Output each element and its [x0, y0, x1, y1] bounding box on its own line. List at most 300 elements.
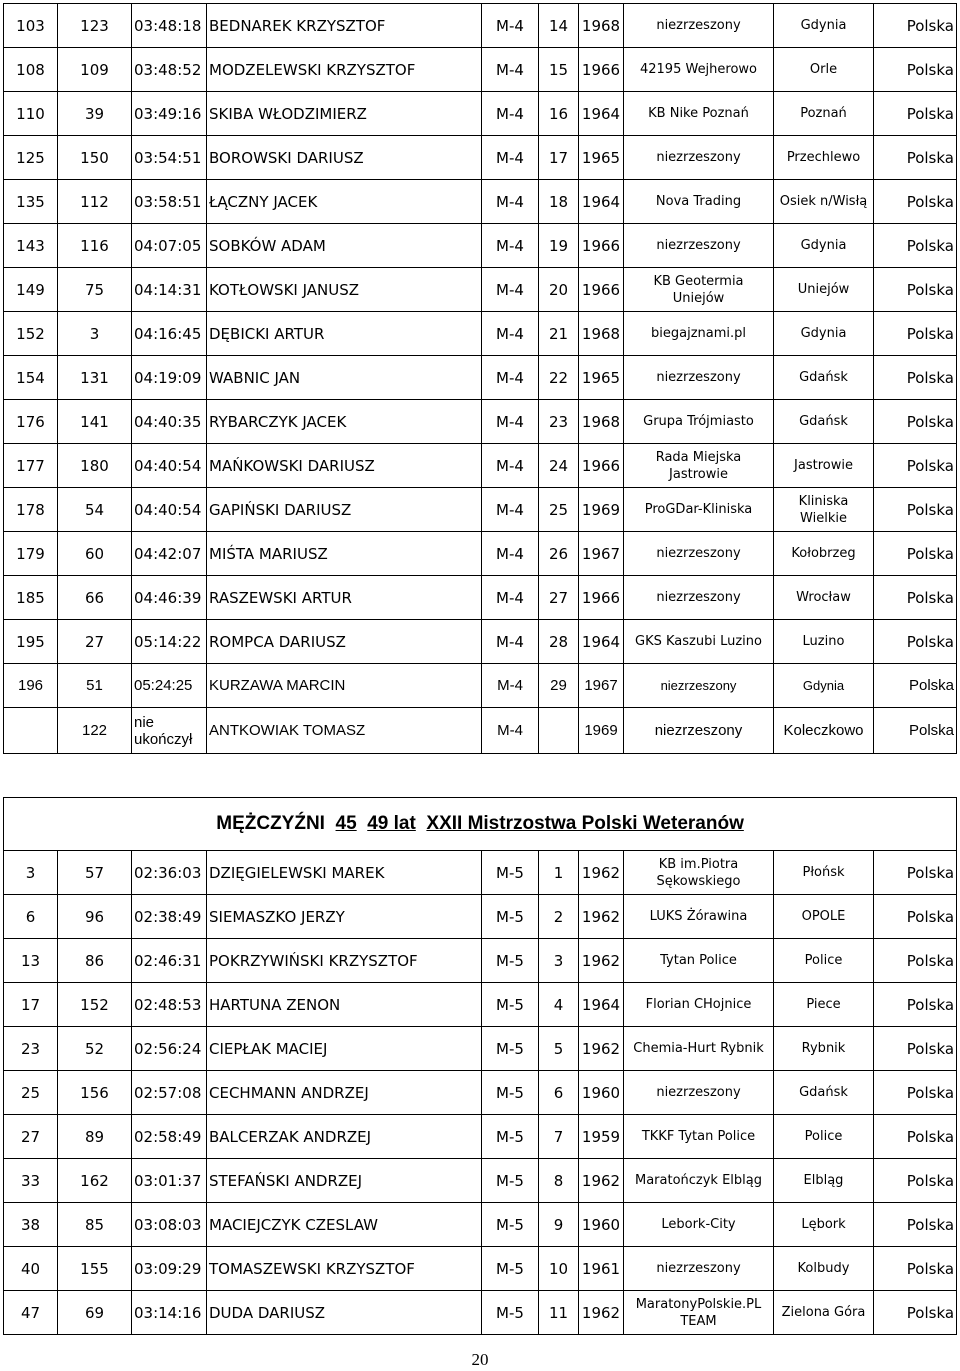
finish-time-cell: 04:42:07: [132, 532, 207, 576]
country-cell: Polska: [874, 1071, 957, 1115]
country-cell: Polska: [874, 444, 957, 488]
club-cell: niezrzeszony: [624, 576, 774, 620]
place-cell: 185: [4, 576, 58, 620]
birth-year-cell: 1964: [579, 620, 624, 664]
finish-time-cell: 04:16:45: [132, 312, 207, 356]
country-cell: Polska: [874, 488, 957, 532]
city-cell: Zielona Góra: [774, 1291, 874, 1335]
club-cell: niezrzeszony: [624, 224, 774, 268]
category-place-cell: 22: [539, 356, 579, 400]
finish-time-cell: 03:49:16: [132, 92, 207, 136]
category-header-championship: XXII Mistrzostwa Polski Weteranów: [426, 813, 744, 834]
birth-year-cell: 1966: [579, 268, 624, 312]
age-category-cell: M-5: [482, 1291, 539, 1335]
club-cell: Chemia-Hurt Rybnik: [624, 1027, 774, 1071]
country-cell: Polska: [874, 180, 957, 224]
table-row: [4, 983, 957, 1027]
runner-name-cell: STEFAŃSKI ANDRZEJ: [207, 1159, 482, 1203]
category-place-cell: 25: [539, 488, 579, 532]
age-category-cell: M-4: [482, 268, 539, 312]
runner-name-cell: WABNIC JAN: [207, 356, 482, 400]
city-cell: Poznań: [774, 92, 874, 136]
birth-year-cell: 1960: [579, 1071, 624, 1115]
club-cell: KB Geotermia Uniejów: [624, 268, 774, 312]
finish-time-cell: 04:46:39: [132, 576, 207, 620]
table-row: [4, 444, 957, 488]
bib-number-cell: 116: [58, 224, 132, 268]
bib-number-cell: 52: [58, 1027, 132, 1071]
category-header-gender: MĘŻCZYŹNI: [216, 813, 325, 834]
birth-year-cell: 1962: [579, 895, 624, 939]
bib-number-cell: 69: [58, 1291, 132, 1335]
finish-time-cell: 02:38:49: [132, 895, 207, 939]
city-cell: Gdynia: [774, 4, 874, 48]
city-cell: Kołobrzeg: [774, 532, 874, 576]
city-cell: Orle: [774, 48, 874, 92]
club-cell: 42195 Wejherowo: [624, 48, 774, 92]
city-cell: Uniejów: [774, 268, 874, 312]
place-cell: 6: [4, 895, 58, 939]
category-place-cell: 19: [539, 224, 579, 268]
category-place-cell: 15: [539, 48, 579, 92]
city-cell: Kolbudy: [774, 1247, 874, 1291]
city-cell: Gdańsk: [774, 356, 874, 400]
birth-year-cell: 1969: [579, 488, 624, 532]
place-cell: 125: [4, 136, 58, 180]
birth-year-cell: 1968: [579, 400, 624, 444]
runner-name-cell: RASZEWSKI ARTUR: [207, 576, 482, 620]
category-header-row: [4, 798, 957, 851]
country-cell: Polska: [874, 895, 957, 939]
age-category-cell: M-4: [482, 620, 539, 664]
city-cell: Gdynia: [774, 224, 874, 268]
country-cell: Polska: [874, 312, 957, 356]
bib-number-cell: 86: [58, 939, 132, 983]
category-place-cell: 8: [539, 1159, 579, 1203]
runner-name-cell: KOTŁOWSKI JANUSZ: [207, 268, 482, 312]
bib-number-cell: 122: [58, 708, 132, 754]
country-cell: Polska: [874, 268, 957, 312]
category-place-cell: 2: [539, 895, 579, 939]
runner-name-cell: TOMASZEWSKI KRZYSZTOF: [207, 1247, 482, 1291]
place-cell: 152: [4, 312, 58, 356]
city-cell: Gdynia: [774, 664, 874, 708]
finish-time-cell: 05:24:25: [132, 664, 207, 708]
birth-year-cell: 1962: [579, 939, 624, 983]
category-place-cell: 3: [539, 939, 579, 983]
place-cell: 195: [4, 620, 58, 664]
table-row: [4, 532, 957, 576]
club-cell: GKS Kaszubi Luzino: [624, 620, 774, 664]
country-cell: Polska: [874, 620, 957, 664]
birth-year-cell: 1964: [579, 92, 624, 136]
birth-year-cell: 1966: [579, 576, 624, 620]
finish-time-cell: 03:08:03: [132, 1203, 207, 1247]
age-category-cell: M-4: [482, 444, 539, 488]
bib-number-cell: 39: [58, 92, 132, 136]
age-category-cell: M-5: [482, 1115, 539, 1159]
birth-year-cell: 1962: [579, 1291, 624, 1335]
place-cell: 33: [4, 1159, 58, 1203]
age-category-cell: M-5: [482, 895, 539, 939]
table-row: [4, 1203, 957, 1247]
club-cell: LUKS Żórawina: [624, 895, 774, 939]
table-row: [4, 224, 957, 268]
club-cell: niezrzeszony: [624, 532, 774, 576]
finish-time-cell: 03:09:29: [132, 1247, 207, 1291]
place-cell: 154: [4, 356, 58, 400]
city-cell: Przechlewo: [774, 136, 874, 180]
page-number: 20: [471, 1350, 489, 1369]
runner-name-cell: SIEMASZKO JERZY: [207, 895, 482, 939]
bib-number-cell: 152: [58, 983, 132, 1027]
table-row: [4, 851, 957, 895]
bib-number-cell: 75: [58, 268, 132, 312]
runner-name-cell: DUDA DARIUSZ: [207, 1291, 482, 1335]
category-place-cell: 7: [539, 1115, 579, 1159]
club-cell: KB im.Piotra Sękowskiego: [624, 851, 774, 895]
club-cell: niezrzeszony: [624, 664, 774, 708]
runner-name-cell: CIEPŁAK MACIEJ: [207, 1027, 482, 1071]
table-row: [4, 356, 957, 400]
city-cell: Kliniska Wielkie: [774, 488, 874, 532]
runner-name-cell: SOBKÓW ADAM: [207, 224, 482, 268]
birth-year-cell: 1965: [579, 136, 624, 180]
birth-year-cell: 1962: [579, 1027, 624, 1071]
birth-year-cell: 1968: [579, 312, 624, 356]
table-row: [4, 1159, 957, 1203]
birth-year-cell: 1965: [579, 356, 624, 400]
age-category-cell: M-4: [482, 356, 539, 400]
runner-name-cell: HARTUNA ZENON: [207, 983, 482, 1027]
runner-name-cell: SKIBA WŁODZIMIERZ: [207, 92, 482, 136]
bib-number-cell: 89: [58, 1115, 132, 1159]
status-cell: nie ukończył: [132, 708, 207, 754]
bib-number-cell: 162: [58, 1159, 132, 1203]
runner-name-cell: ANTKOWIAK TOMASZ: [207, 708, 482, 754]
bib-number-cell: 51: [58, 664, 132, 708]
age-category-cell: M-4: [482, 488, 539, 532]
age-category-cell: M-4: [482, 576, 539, 620]
category-place-cell: 14: [539, 4, 579, 48]
club-cell: niezrzeszony: [624, 4, 774, 48]
city-cell: OPOLE: [774, 895, 874, 939]
place-cell: 176: [4, 400, 58, 444]
age-category-cell: M-4: [482, 312, 539, 356]
results-table-m5-body: [4, 798, 957, 1335]
country-cell: Polska: [874, 1159, 957, 1203]
category-place-cell: 26: [539, 532, 579, 576]
category-place-cell: 29: [539, 664, 579, 708]
category-place-cell: 1: [539, 851, 579, 895]
place-cell: 27: [4, 1115, 58, 1159]
bib-number-cell: 57: [58, 851, 132, 895]
place-cell: 23: [4, 1027, 58, 1071]
finish-time-cell: 03:14:16: [132, 1291, 207, 1335]
category-header-age-to: 49 lat: [367, 813, 416, 834]
place-cell: 103: [4, 4, 58, 48]
table-row: [4, 312, 957, 356]
country-cell: Polska: [874, 1115, 957, 1159]
finish-time-cell: 03:54:51: [132, 136, 207, 180]
age-category-cell: M-4: [482, 532, 539, 576]
finish-time-cell: 02:48:53: [132, 983, 207, 1027]
city-cell: Police: [774, 1115, 874, 1159]
category-place-cell: [539, 708, 579, 754]
birth-year-cell: 1964: [579, 180, 624, 224]
club-cell: Florian CHojnice: [624, 983, 774, 1027]
runner-name-cell: MIŚTA MARIUSZ: [207, 532, 482, 576]
city-cell: Koleczkowo: [774, 708, 874, 754]
bib-number-cell: 123: [58, 4, 132, 48]
club-cell: niezrzeszony: [624, 136, 774, 180]
category-place-cell: 27: [539, 576, 579, 620]
age-category-cell: M-5: [482, 1027, 539, 1071]
table-row: [4, 136, 957, 180]
table-row: [4, 1071, 957, 1115]
city-cell: Osiek n/Wisłą: [774, 180, 874, 224]
country-cell: Polska: [874, 1291, 957, 1335]
age-category-cell: M-4: [482, 400, 539, 444]
birth-year-cell: 1969: [579, 708, 624, 754]
age-category-cell: M-4: [482, 708, 539, 754]
place-cell: 135: [4, 180, 58, 224]
age-category-cell: M-5: [482, 1071, 539, 1115]
table-row: [4, 664, 957, 708]
age-category-cell: M-4: [482, 664, 539, 708]
finish-time-cell: 02:46:31: [132, 939, 207, 983]
country-cell: Polska: [874, 136, 957, 180]
club-cell: ProGDar-Kliniska: [624, 488, 774, 532]
age-category-cell: M-4: [482, 180, 539, 224]
runner-name-cell: POKRZYWIŃSKI KRZYSZTOF: [207, 939, 482, 983]
category-place-cell: 5: [539, 1027, 579, 1071]
city-cell: Jastrowie: [774, 444, 874, 488]
table-row: [4, 1247, 957, 1291]
place-cell: 47: [4, 1291, 58, 1335]
bib-number-cell: 3: [58, 312, 132, 356]
age-category-cell: M-5: [482, 851, 539, 895]
category-header: [4, 798, 957, 851]
finish-time-cell: 03:48:18: [132, 4, 207, 48]
table-row: [4, 576, 957, 620]
runner-name-cell: MAŃKOWSKI DARIUSZ: [207, 444, 482, 488]
birth-year-cell: 1967: [579, 664, 624, 708]
birth-year-cell: 1966: [579, 224, 624, 268]
age-category-cell: M-5: [482, 1203, 539, 1247]
category-place-cell: 24: [539, 444, 579, 488]
club-cell: niezrzeszony: [624, 1247, 774, 1291]
runner-name-cell: KURZAWA MARCIN: [207, 664, 482, 708]
category-place-cell: 18: [539, 180, 579, 224]
age-category-cell: M-4: [482, 48, 539, 92]
finish-time-cell: 04:40:54: [132, 488, 207, 532]
birth-year-cell: 1962: [579, 1159, 624, 1203]
country-cell: Polska: [874, 939, 957, 983]
place-cell: [4, 708, 58, 754]
club-cell: MaratonyPolskie.PL TEAM: [624, 1291, 774, 1335]
place-cell: 13: [4, 939, 58, 983]
age-category-cell: M-5: [482, 1247, 539, 1291]
place-cell: 108: [4, 48, 58, 92]
club-cell: Tytan Police: [624, 939, 774, 983]
table-row: [4, 1291, 957, 1335]
club-cell: niezrzeszony: [624, 708, 774, 754]
place-cell: 179: [4, 532, 58, 576]
age-category-cell: M-4: [482, 224, 539, 268]
birth-year-cell: 1961: [579, 1247, 624, 1291]
runner-name-cell: GAPIŃSKI DARIUSZ: [207, 488, 482, 532]
results-table-m4: [3, 3, 957, 754]
runner-name-cell: MODZELEWSKI KRZYSZTOF: [207, 48, 482, 92]
table-row: [4, 180, 957, 224]
club-cell: TKKF Tytan Police: [624, 1115, 774, 1159]
category-header-age-from: 45: [335, 813, 357, 834]
finish-time-cell: 04:19:09: [132, 356, 207, 400]
place-cell: 178: [4, 488, 58, 532]
age-category-cell: M-5: [482, 1159, 539, 1203]
city-cell: Piece: [774, 983, 874, 1027]
finish-time-cell: 02:56:24: [132, 1027, 207, 1071]
country-cell: Polska: [874, 851, 957, 895]
finish-time-cell: 04:40:35: [132, 400, 207, 444]
city-cell: Płońsk: [774, 851, 874, 895]
category-place-cell: 20: [539, 268, 579, 312]
club-cell: Lebork-City: [624, 1203, 774, 1247]
birth-year-cell: 1967: [579, 532, 624, 576]
place-cell: 149: [4, 268, 58, 312]
finish-time-cell: 03:48:52: [132, 48, 207, 92]
country-cell: Polska: [874, 532, 957, 576]
category-place-cell: 11: [539, 1291, 579, 1335]
category-place-cell: 4: [539, 983, 579, 1027]
country-cell: Polska: [874, 1247, 957, 1291]
bib-number-cell: 156: [58, 1071, 132, 1115]
club-cell: Rada Miejska Jastrowie: [624, 444, 774, 488]
bib-number-cell: 155: [58, 1247, 132, 1291]
bib-number-cell: 141: [58, 400, 132, 444]
runner-name-cell: BEDNAREK KRZYSZTOF: [207, 4, 482, 48]
city-cell: Wrocław: [774, 576, 874, 620]
place-cell: 25: [4, 1071, 58, 1115]
category-place-cell: 9: [539, 1203, 579, 1247]
table-row: [4, 268, 957, 312]
club-cell: biegajznami.pl: [624, 312, 774, 356]
birth-year-cell: 1962: [579, 851, 624, 895]
bib-number-cell: 131: [58, 356, 132, 400]
place-cell: 177: [4, 444, 58, 488]
birth-year-cell: 1966: [579, 444, 624, 488]
category-place-cell: 10: [539, 1247, 579, 1291]
birth-year-cell: 1960: [579, 1203, 624, 1247]
city-cell: Luzino: [774, 620, 874, 664]
club-cell: Maratończyk Elbląg: [624, 1159, 774, 1203]
country-cell: Polska: [874, 48, 957, 92]
table-row-dnf: [4, 708, 957, 754]
results-table-m5: [3, 797, 957, 1335]
table-row: [4, 939, 957, 983]
table-row: [4, 488, 957, 532]
club-cell: Nova Trading: [624, 180, 774, 224]
finish-time-cell: 04:14:31: [132, 268, 207, 312]
place-cell: 110: [4, 92, 58, 136]
finish-time-cell: 03:58:51: [132, 180, 207, 224]
club-cell: KB Nike Poznań: [624, 92, 774, 136]
place-cell: 3: [4, 851, 58, 895]
birth-year-cell: 1968: [579, 4, 624, 48]
age-category-cell: M-4: [482, 92, 539, 136]
country-cell: Polska: [874, 400, 957, 444]
city-cell: Rybnik: [774, 1027, 874, 1071]
country-cell: Polska: [874, 664, 957, 708]
club-cell: niezrzeszony: [624, 1071, 774, 1115]
finish-time-cell: 02:36:03: [132, 851, 207, 895]
runner-name-cell: MACIEJCZYK CZESLAW: [207, 1203, 482, 1247]
place-cell: 143: [4, 224, 58, 268]
bib-number-cell: 109: [58, 48, 132, 92]
place-cell: 38: [4, 1203, 58, 1247]
place-cell: 196: [4, 664, 58, 708]
table-row: [4, 48, 957, 92]
runner-name-cell: RYBARCZYK JACEK: [207, 400, 482, 444]
table-row: [4, 1115, 957, 1159]
club-cell: niezrzeszony: [624, 356, 774, 400]
age-category-cell: M-4: [482, 4, 539, 48]
results-table-m4-body: [4, 4, 957, 754]
country-cell: Polska: [874, 356, 957, 400]
runner-name-cell: BOROWSKI DARIUSZ: [207, 136, 482, 180]
city-cell: Gdańsk: [774, 400, 874, 444]
runner-name-cell: DĘBICKI ARTUR: [207, 312, 482, 356]
city-cell: Lębork: [774, 1203, 874, 1247]
table-row: [4, 620, 957, 664]
table-row: [4, 4, 957, 48]
birth-year-cell: 1964: [579, 983, 624, 1027]
city-cell: Elbląg: [774, 1159, 874, 1203]
runner-name-cell: ROMPCA DARIUSZ: [207, 620, 482, 664]
birth-year-cell: 1959: [579, 1115, 624, 1159]
finish-time-cell: 04:07:05: [132, 224, 207, 268]
place-cell: 40: [4, 1247, 58, 1291]
finish-time-cell: 05:14:22: [132, 620, 207, 664]
category-place-cell: 21: [539, 312, 579, 356]
table-row: [4, 92, 957, 136]
bib-number-cell: 66: [58, 576, 132, 620]
finish-time-cell: 02:57:08: [132, 1071, 207, 1115]
age-category-cell: M-4: [482, 136, 539, 180]
country-cell: Polska: [874, 983, 957, 1027]
category-place-cell: 17: [539, 136, 579, 180]
bib-number-cell: 150: [58, 136, 132, 180]
city-cell: Gdańsk: [774, 1071, 874, 1115]
country-cell: Polska: [874, 1027, 957, 1071]
table-row: [4, 895, 957, 939]
category-place-cell: 28: [539, 620, 579, 664]
bib-number-cell: 180: [58, 444, 132, 488]
country-cell: Polska: [874, 4, 957, 48]
runner-name-cell: ŁĄCZNY JACEK: [207, 180, 482, 224]
finish-time-cell: 03:01:37: [132, 1159, 207, 1203]
club-cell: Grupa Trójmiasto: [624, 400, 774, 444]
city-cell: Gdynia: [774, 312, 874, 356]
runner-name-cell: CECHMANN ANDRZEJ: [207, 1071, 482, 1115]
place-cell: 17: [4, 983, 58, 1027]
bib-number-cell: 60: [58, 532, 132, 576]
table-row: [4, 1027, 957, 1071]
country-cell: Polska: [874, 1203, 957, 1247]
runner-name-cell: DZIĘGIELEWSKI MAREK: [207, 851, 482, 895]
country-cell: Polska: [874, 224, 957, 268]
